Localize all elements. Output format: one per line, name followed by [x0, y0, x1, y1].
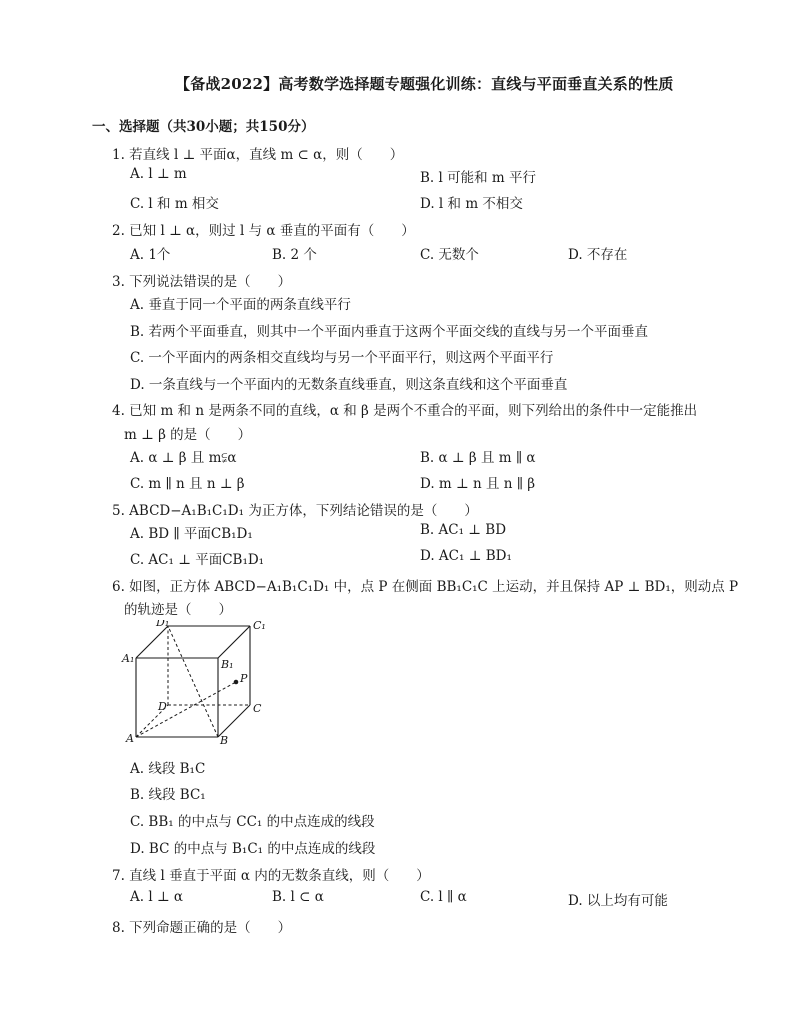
question-5-option-c[interactable]: C. AC₁ ⊥ 平面CB₁D₁ [130, 552, 265, 568]
edge-bc [218, 705, 250, 737]
label-b: B [220, 734, 229, 745]
question-2-option-c[interactable]: C. 无数个 [420, 247, 479, 263]
question-3-option-c[interactable]: C. 一个平面内的两条相交直线均与另一个平面平行，则这两个平面平行 [130, 350, 554, 366]
question-6-stem: 6. 如图，正方体 ABCD−A₁B₁C₁D₁ 中，点 P 在侧面 BB₁C₁C 上运动，并且保持 AP ⊥ BD₁，则动点 P [112, 579, 739, 595]
label-a1: A₁ [122, 652, 135, 665]
question-8-stem: 8. 下列命题正确的是（ ） [112, 920, 292, 936]
edge-a1-d1 [136, 626, 168, 658]
label-b1: B₁ [221, 658, 234, 671]
label-c1: C₁ [253, 620, 266, 632]
question-3-option-d[interactable]: D. 一条直线与一个平面内的无数条直线垂直，则这条直线和这个平面垂直 [130, 377, 568, 393]
edge-b1-c1 [218, 626, 250, 658]
question-7-option-d[interactable]: D. 以上均有可能 [568, 893, 668, 909]
question-3-stem: 3. 下列说法错误的是（ ） [112, 274, 292, 290]
question-1-option-c[interactable]: C. l 和 m 相交 [130, 196, 219, 212]
label-d1: D₁ [156, 620, 170, 629]
question-6-option-c[interactable]: C. BB₁ 的中点与 CC₁ 的中点连成的线段 [130, 814, 375, 830]
question-7-option-c[interactable]: C. l ∥ α [420, 889, 467, 905]
question-5-option-d[interactable]: D. AC₁ ⊥ BD₁ [420, 548, 512, 564]
diagonal-b-d1 [168, 626, 218, 737]
segment-a-p [136, 682, 236, 737]
question-5-stem: 5. ABCD−A₁B₁C₁D₁ 为正方体，下列结论错误的是（ ） [112, 503, 478, 519]
question-2-option-a[interactable]: A. 1个 [130, 247, 171, 263]
question-5-option-b[interactable]: B. AC₁ ⊥ BD [420, 522, 507, 538]
label-c: C [253, 702, 262, 715]
question-1-stem: 1. 若直线 l ⊥ 平面α，直线 m ⊂ α，则（ ） [112, 147, 404, 163]
question-7-option-b[interactable]: B. l ⊂ α [272, 889, 324, 905]
point-p [234, 680, 239, 685]
question-4-option-d[interactable]: D. m ⊥ n 且 n ∥ β [420, 476, 536, 492]
question-2-option-d[interactable]: D. 不存在 [568, 247, 628, 263]
question-4-stem: 4. 已知 m 和 n 是两条不同的直线，α 和 β 是两个不重合的平面，则下列给出的条件中一定能推出 [112, 403, 698, 419]
page-title: 【备战2022】高考数学选择题专题强化训练：直线与平面垂直关系的性质 [175, 75, 674, 93]
question-1-option-b[interactable]: B. l 可能和 m 平行 [420, 170, 536, 186]
question-3-option-b[interactable]: B. 若两个平面垂直，则其中一个平面内垂直于这两个平面交线的直线与另一个平面垂直 [130, 324, 649, 340]
label-d: D [158, 700, 167, 713]
cube-figure [120, 620, 270, 745]
question-6-option-b[interactable]: B. 线段 BC₁ [130, 787, 206, 803]
question-4-option-a[interactable]: A. α ⊥ β 且 m⫋α [130, 450, 237, 466]
question-6-stem-continued: 的轨迹是（ ） [124, 602, 232, 618]
question-3-option-a[interactable]: A. 垂直于同一个平面的两条直线平行 [130, 297, 351, 313]
question-2-stem: 2. 已知 l ⊥ α，则过 l 与 α 垂直的平面有（ ） [112, 223, 415, 239]
label-a: A [126, 732, 134, 745]
question-1-option-a[interactable]: A. l ⊥ m [130, 166, 187, 182]
question-6-option-d[interactable]: D. BC 的中点与 B₁C₁ 的中点连成的线段 [130, 841, 376, 857]
question-4-option-b[interactable]: B. α ⊥ β 且 m ∥ α [420, 450, 536, 466]
question-1-option-d[interactable]: D. l 和 m 不相交 [420, 196, 523, 212]
cube-diagram [120, 620, 270, 745]
label-p: P [240, 672, 248, 685]
question-5-option-a[interactable]: A. BD ∥ 平面CB₁D₁ [130, 526, 253, 542]
question-4-option-c[interactable]: C. m ∥ n 且 n ⊥ β [130, 476, 245, 492]
section-heading: 一、选择题（共30小题；共150分） [92, 119, 315, 135]
question-7-stem: 7. 直线 l 垂直于平面 α 内的无数条直线，则（ ） [112, 868, 430, 884]
question-7-option-a[interactable]: A. l ⊥ α [130, 889, 184, 905]
question-4-stem-continued: m ⊥ β 的是（ ） [124, 427, 252, 443]
question-2-option-b[interactable]: B. 2 个 [272, 247, 317, 263]
question-6-option-a[interactable]: A. 线段 B₁C [130, 761, 206, 777]
